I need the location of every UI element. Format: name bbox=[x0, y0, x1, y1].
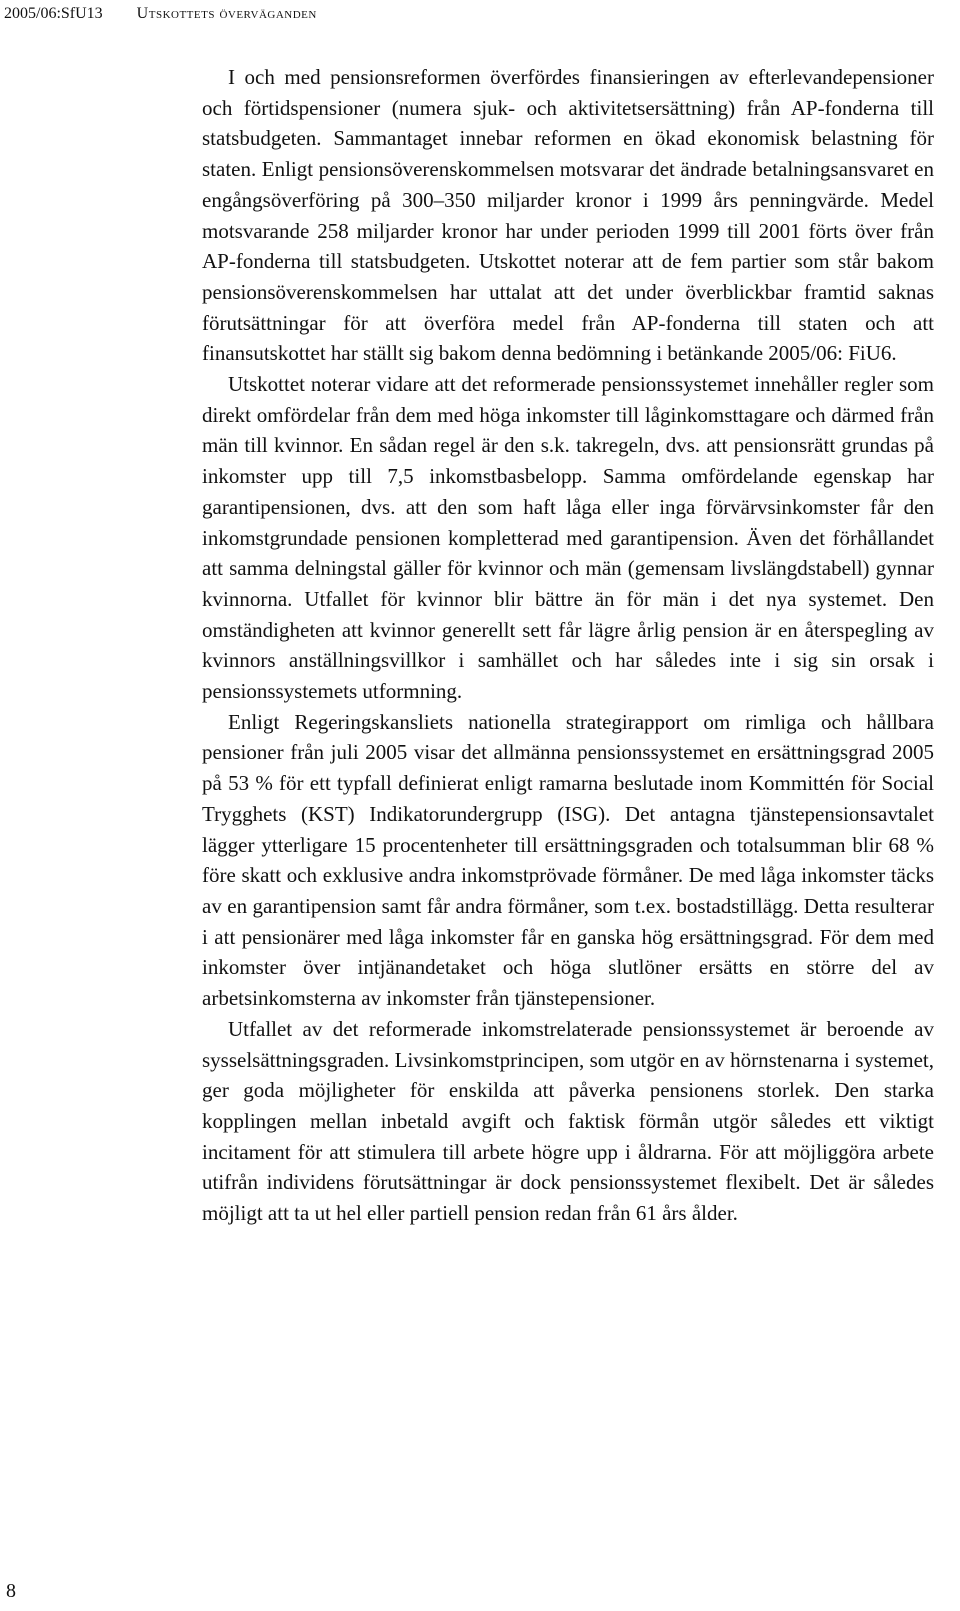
section-title: Utskottets överväganden bbox=[136, 5, 317, 22]
paragraph: Utfallet av det reformerade inkomstrelaterade pensionssystemet är beroende av sysselsättningsgraden. Livsinkomstprincipen, som utgör en av hörnstenarna i systemet, ger goda möjligheter för enskilda att påverka pensionens storlek. Den starka kopplingen mellan inbetald avgift och faktisk förmån utgör således ett viktigt incitament för att stimulera till arbete högre upp i åldrarna. För att möjliggöra arbete utifrån individens förutsättningar är dock pensionssystemet flexibelt. Det är således möjligt att ta ut hel eller partiell pension redan från 61 års ålder. bbox=[202, 1016, 934, 1226]
paragraph: Enligt Regeringskansliets nationella strategirapport om rimliga och hållbara pensioner från juli 2005 visar det allmänna pensionssystemet en ersättningsgrad 2005 på 53 % för ett typfall definierat enligt ramarna beslutade inom Kommittén för Social Trygghets (KST) Indikatorundergrupp (ISG). Det antagna tjänstepensionsavtalet lägger ytterligare 15 procentenheter till ersättningsgraden och totalsumman blir 68 % före skatt och exklusive andra inkomstprövade förmåner. De med låga inkomster täcks av en garantipension samt får andra förmåner, som t.ex. bostadstillägg. Detta resulterar i att pensionärer med låga inkomster får en ganska hög ersättningsgrad. För dem med inkomster över intjänandetaket och höga slutlöner ersätts en större del av arbetsinkomsterna av inkomster från tjänstepensioner. bbox=[202, 709, 934, 1011]
page-number: 8 bbox=[6, 1580, 16, 1602]
paragraph: I och med pensionsreformen överfördes finansieringen av efterlevandepensioner och förtidspensioner (numera sjuk- och aktivitetsersättning) från AP-fonderna till statsbudgeten. Sammantaget innebar reformen en ökad ekonomisk belastning för staten. Enligt pensionsöverenskommelsen motsvarar det ändrade betalningsansvaret en engångsöverföring på 300–350 miljarder kronor i 1999 års penningvärde. Medel motsvarande 258 miljarder kronor har under perioden 1999 till 2001 förts över från AP-fonderna till statsbudgeten. Utskottet noterar att de fem partier som står bakom pensionsöverenskommelsen har uttalat att det under överblickbar framtid saknas förutsättningar för att överföra medel från AP-fonderna till staten och att finansutskottet har ställt sig bakom denna bedömning i betänkande 2005/06: FiU6. bbox=[202, 65, 934, 366]
running-header bbox=[4, 4, 317, 24]
paragraph: Utskottet noterar vidare att det reformerade pensionssystemet innehåller regler som direkt omfördelar från dem med höga inkomster till låginkomsttagare och därmed från män till kvinnor. En sådan regel är den s.k. takregeln, dvs. att pensionsrätt grundas på inkomster upp till 7,5 inkomstbasbelopp. Samma omfördelande egenskap har garantipensionen, dvs. att den som haft låga eller inga förvärvsinkomster får den inkomstgrundade pensionen kompletterad med garantipension. Även det förhållandet att samma delningstal gäller för kvinnor och män (gemensam livslängdstabell) gynnar kvinnorna. Utfallet för kvinnor blir bättre än för män i det nya systemet. Den omständigheten att kvinnor generellt sett får lägre årlig pension är en återspegling av kvinnors anställningsvillkor i samhället och har således inte i sig sin orsak i pensionssystemets utformning. bbox=[202, 372, 934, 704]
body-text bbox=[202, 62, 934, 1229]
document-id: 2005/06:SfU13 bbox=[4, 5, 103, 22]
